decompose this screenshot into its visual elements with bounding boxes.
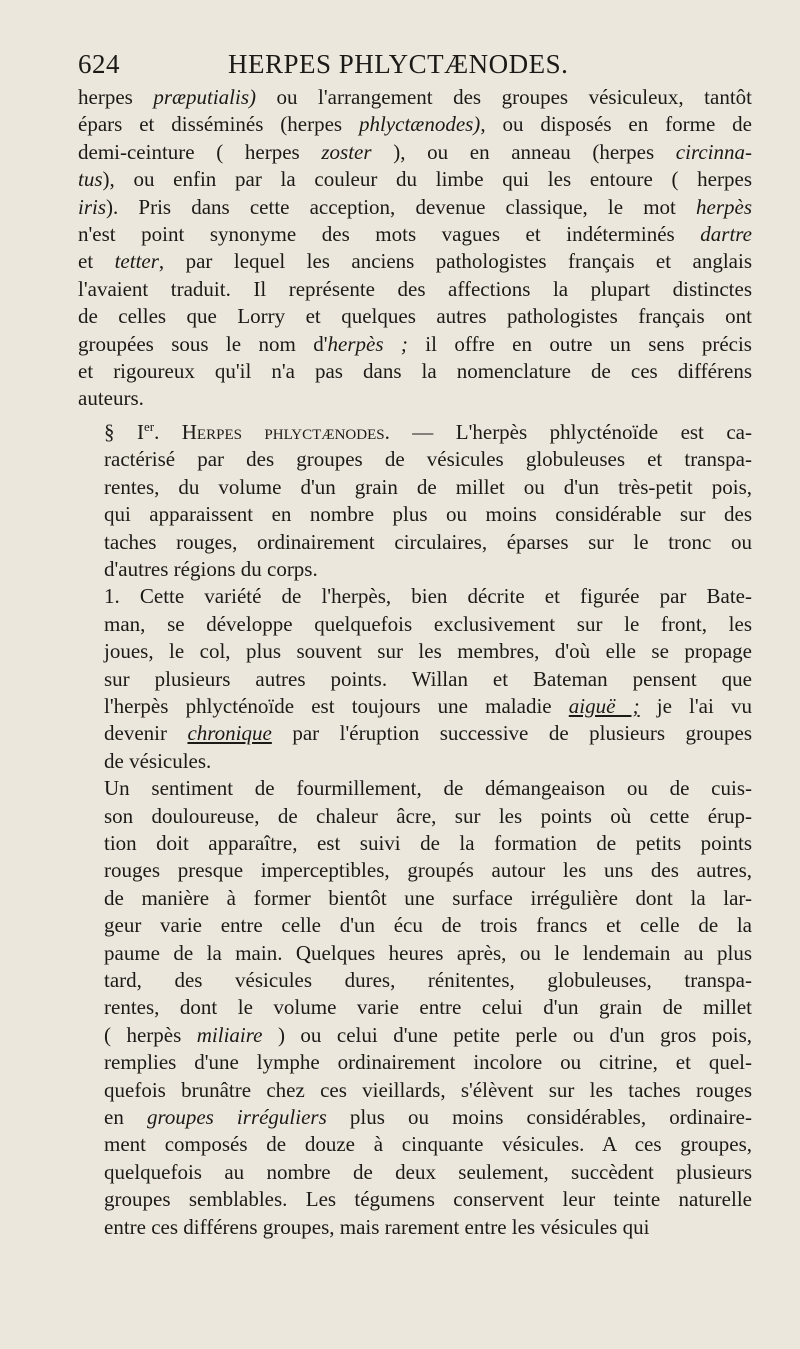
text-run: de celles que Lorry et quelques autres pathologistes français ont	[78, 304, 752, 329]
text-run: auteurs.	[78, 386, 144, 411]
paragraph	[78, 775, 752, 1241]
text-line	[78, 803, 752, 830]
text-line	[78, 111, 752, 138]
text-line	[78, 720, 752, 747]
text-line	[78, 446, 752, 473]
text-run: je l'ai vu	[639, 693, 752, 718]
text-run: geur varie entre celle d'un écu de trois francs et celle de la	[104, 913, 752, 938]
paragraph	[78, 413, 752, 583]
text-run: tard, des vésicules dures, rénitentes, globuleuses, transpa-	[104, 968, 752, 992]
text-run: épars et disséminés (herpes	[78, 112, 359, 137]
page-number: 624	[78, 49, 120, 79]
text-line	[78, 611, 752, 638]
text-run: de manière à former bientôt une surface irrégulière dont la lar-	[104, 885, 752, 910]
text-line	[78, 413, 752, 446]
text-line	[78, 1077, 752, 1104]
text-line	[78, 139, 752, 166]
body-text	[78, 84, 752, 1241]
paragraph	[78, 583, 752, 775]
text-line	[78, 1049, 752, 1076]
text-run: taches rouges, ordinairement circulaires, éparses sur le tronc ou	[104, 529, 752, 554]
text-line	[78, 556, 752, 583]
text-run: quelquefois au nombre de deux seulement, succèdent plusieurs	[104, 1159, 752, 1184]
text-run: . Herpes phlyctænodes.	[154, 419, 390, 444]
text-run: n'est point synonyme des mots vagues et indéterminés	[78, 222, 701, 247]
text-run: groupes irréguliers	[146, 1105, 327, 1130]
text-run: ou l'arrangement des groupes vésiculeux, tantôt	[256, 85, 752, 109]
text-run: l'avaient traduit. Il représente des affections la plupart distinctes	[78, 276, 752, 301]
text-run: de vésicules.	[104, 748, 212, 773]
text-run: Un sentiment de fourmillement, de démangeaison ou de cuis-	[104, 776, 752, 801]
text-line	[78, 666, 752, 693]
text-run: ) ou celui d'une petite perle ou d'un gros pois,	[262, 1022, 752, 1047]
text-run: tetter	[114, 249, 159, 274]
text-run: groupées sous le nom d'	[78, 331, 328, 356]
text-run: et rigoureux qu'il n'a pas dans la nomenclature de ces différens	[78, 359, 752, 384]
text-run: herpes	[78, 85, 154, 109]
text-line	[78, 529, 752, 556]
text-line	[78, 474, 752, 501]
text-run: rentes, du volume d'un grain de millet ou d'un très-petit pois,	[104, 474, 752, 499]
text-run: præputialis)	[153, 85, 257, 109]
text-run: il offre en outre un sens précis	[407, 331, 752, 356]
text-line	[78, 994, 752, 1021]
text-line	[78, 638, 752, 665]
text-line	[78, 912, 752, 939]
text-run: — L'herpès phlycténoïde est ca-	[389, 419, 752, 444]
text-run: rouges presque imperceptibles, groupés autour les uns des autres,	[104, 858, 752, 883]
text-run: paume de la main. Quelques heures après, ou le lendemain au plus	[104, 940, 752, 965]
text-line	[78, 1022, 752, 1049]
text-line	[78, 331, 752, 358]
text-line	[78, 583, 752, 610]
text-run: miliaire	[196, 1022, 263, 1047]
text-run: l'herpès phlycténoïde est toujours une maladie	[104, 693, 569, 718]
text-run: son douloureuse, de chaleur âcre, sur les points où cette érup-	[104, 803, 752, 828]
text-line	[78, 194, 752, 221]
text-line	[78, 1186, 752, 1213]
text-run: par l'éruption successive de plusieurs groupes	[271, 721, 752, 746]
text-run: herpès	[696, 194, 752, 219]
text-run: ractérisé par des groupes de vésicules globuleuses et transpa-	[104, 447, 752, 472]
text-line	[78, 166, 752, 193]
text-run: tus	[78, 167, 103, 192]
text-run: ), ou enfin par la couleur du limbe qui les entoure ( herpes	[102, 167, 752, 192]
text-run: er	[143, 418, 155, 434]
text-run: dartre	[700, 222, 752, 247]
text-run: qui apparaissent en nombre plus ou moins considérable sur des	[104, 502, 752, 527]
text-line	[78, 276, 752, 303]
text-line	[78, 248, 752, 275]
text-run: ). Pris dans cette acception, devenue classique, le mot	[106, 194, 696, 219]
text-line	[78, 1131, 752, 1158]
text-line	[78, 857, 752, 884]
text-line	[78, 748, 752, 775]
text-line	[78, 967, 752, 994]
text-run: devenir	[104, 721, 188, 746]
text-run: chronique	[187, 721, 272, 746]
text-run: herpès ;	[327, 331, 408, 356]
text-run: groupes semblables. Les tégumens conservent leur teinte naturelle	[104, 1187, 752, 1212]
text-run: phlyctænodes)	[359, 112, 481, 137]
text-run: demi-ceinture ( herpes	[78, 139, 322, 164]
text-line	[78, 84, 752, 111]
text-run: rentes, dont le volume varie entre celui d'un grain de millet	[104, 995, 752, 1020]
text-run: 1. Cette variété de l'herpès, bien décrite et figurée par Bate-	[104, 584, 752, 609]
text-line	[78, 1214, 752, 1241]
text-line	[78, 501, 752, 528]
text-run: zoster	[321, 139, 372, 164]
text-run: aiguë ;	[568, 693, 640, 718]
text-run: quefois brunâtre chez ces vieillards, s'élèvent sur les taches rouges	[104, 1077, 752, 1102]
text-run: et	[78, 249, 115, 274]
text-line	[78, 830, 752, 857]
text-run: § I	[104, 419, 144, 444]
text-line	[78, 693, 752, 720]
text-run: , ou disposés en forme de	[480, 112, 752, 137]
text-run: en	[104, 1105, 147, 1130]
text-run: joues, le col, plus souvent sur les membres, d'où elle se propage	[104, 639, 752, 664]
text-run: ), ou en anneau (herpes	[371, 139, 676, 164]
text-run: ( herpès	[104, 1022, 197, 1047]
text-line	[78, 885, 752, 912]
page-header	[78, 44, 752, 84]
text-run: plus ou moins considérables, ordinaire-	[326, 1105, 752, 1130]
text-run: d'autres régions du corps.	[104, 556, 318, 581]
running-title: HERPES PHLYCTÆNODES.	[228, 49, 569, 79]
text-run: remplies d'une lymphe ordinairement incolore ou citrine, et quel-	[104, 1050, 752, 1075]
text-line	[78, 940, 752, 967]
text-line	[78, 303, 752, 330]
text-run: tion doit apparaître, est suivi de la formation de petits points	[104, 830, 752, 855]
text-run: circinna-	[675, 139, 752, 164]
paragraph	[78, 84, 752, 413]
text-run: iris	[78, 194, 107, 219]
text-run: man, se développe quelquefois exclusivement sur le front, les	[104, 611, 752, 636]
text-line	[78, 1104, 752, 1131]
text-line	[78, 775, 752, 802]
text-line	[78, 1159, 752, 1186]
text-run: entre ces différens groupes, mais rarement entre les vésicules qui	[104, 1214, 650, 1239]
text-run: sur plusieurs autres points. Willan et Bateman pensent que	[104, 666, 752, 691]
text-line	[78, 358, 752, 385]
text-line	[78, 221, 752, 248]
text-run: , par lequel les anciens pathologistes français et anglais	[158, 249, 752, 274]
text-line	[78, 385, 752, 412]
text-run: ment composés de douze à cinquante vésicules. A ces groupes,	[104, 1132, 752, 1157]
